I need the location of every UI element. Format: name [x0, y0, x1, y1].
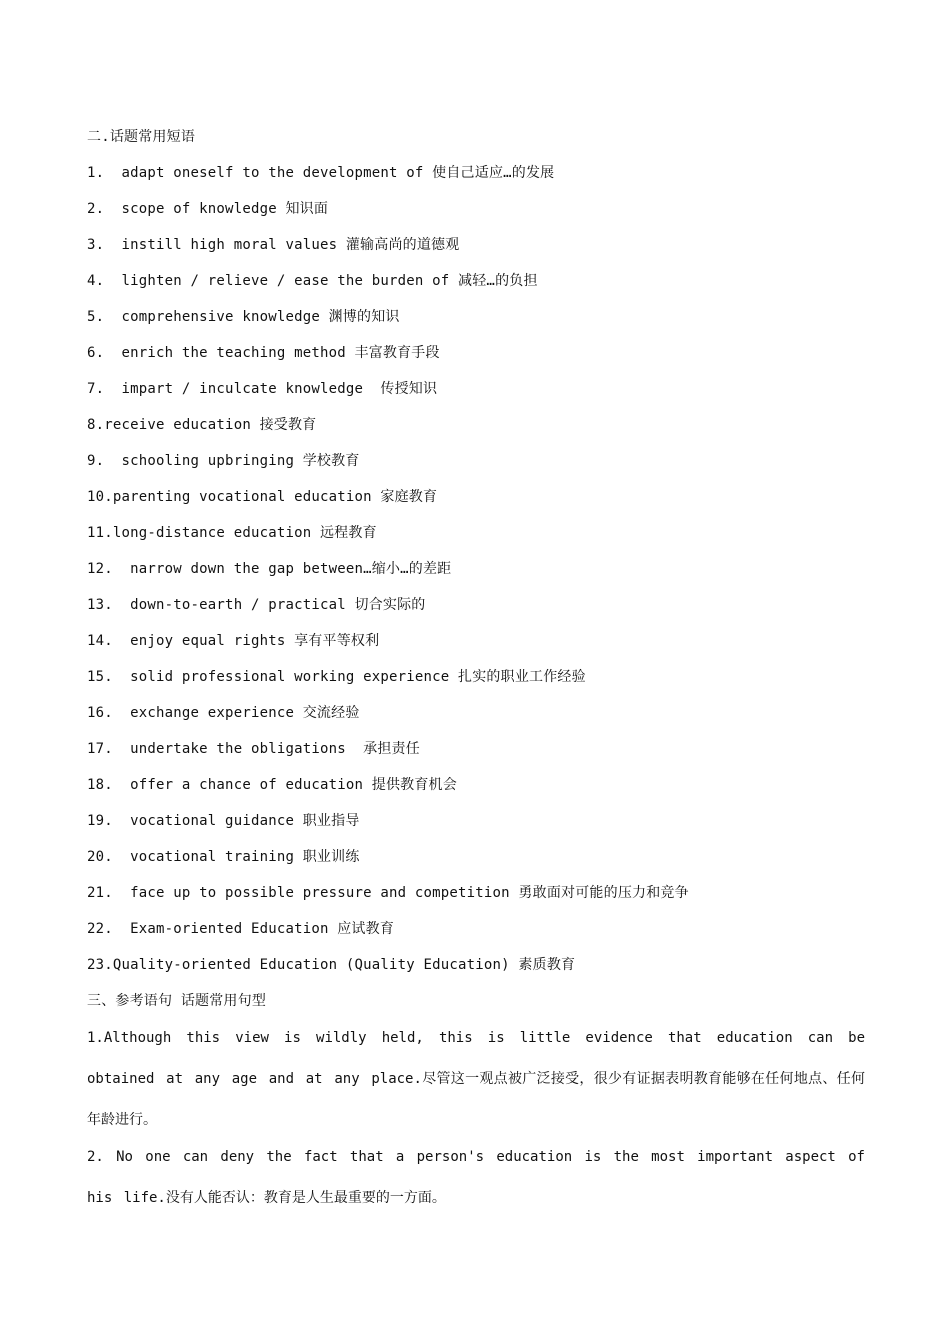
- phrase-item: 20. vocational training 职业训练: [87, 849, 360, 865]
- document-content: [87, 124, 865, 1219]
- phrase-item: 7. impart / inculcate knowledge 传授知识: [87, 381, 438, 397]
- phrase-item: 10.parenting vocational education 家庭教育: [87, 489, 438, 505]
- phrase-list: [87, 160, 865, 988]
- section-two-heading: 二.话题常用短语: [87, 129, 196, 145]
- sentence-item: 2. No one can deny the fact that a person's education is the most important aspect of his life.没有人能否认：教育是人生最重要的一方面。: [87, 1149, 865, 1206]
- phrase-item: 23.Quality-oriented Education (Quality Education) 素质教育: [87, 957, 576, 973]
- sentence-list: [87, 1018, 865, 1219]
- phrase-item: 16. exchange experience 交流经验: [87, 705, 360, 721]
- phrase-item: 3. instill high moral values 灌输高尚的道德观: [87, 237, 460, 253]
- phrase-item: 5. comprehensive knowledge 渊博的知识: [87, 309, 400, 325]
- phrase-item: 12. narrow down the gap between…缩小…的差距: [87, 561, 452, 577]
- phrase-item: 6. enrich the teaching method 丰富教育手段: [87, 345, 440, 361]
- sentence-item: 1.Although this view is wildly held, this is little evidence that education can be obtained at any age and at any place.尽管这一观点被广泛接受，很少有证据表明教育能够在任何地点、任何年龄进行。: [87, 1030, 865, 1128]
- phrase-item: 9. schooling upbringing 学校教育: [87, 453, 360, 469]
- phrase-item: 19. vocational guidance 职业指导: [87, 813, 360, 829]
- phrase-item: 18. offer a chance of education 提供教育机会: [87, 777, 457, 793]
- phrase-item: 15. solid professional working experience 扎实的职业工作经验: [87, 669, 586, 685]
- section-three-heading: 三、参考语句 话题常用句型: [87, 993, 267, 1009]
- phrase-item: 17. undertake the obligations 承担责任: [87, 741, 420, 757]
- phrase-item: 8.receive education 接受教育: [87, 417, 317, 433]
- phrase-item: 11.long-distance education 远程教育: [87, 525, 377, 541]
- phrase-item: 22. Exam-oriented Education 应试教育: [87, 921, 395, 937]
- phrase-item: 14. enjoy equal rights 享有平等权利: [87, 633, 380, 649]
- phrase-item: 2. scope of knowledge 知识面: [87, 201, 329, 217]
- phrase-item: 1. adapt oneself to the development of 使自己适应…的发展: [87, 165, 555, 181]
- phrase-item: 4. lighten / relieve / ease the burden of 减轻…的负担: [87, 273, 538, 289]
- phrase-item: 21. face up to possible pressure and competition 勇敢面对可能的压力和竞争: [87, 885, 689, 901]
- phrase-item: 13. down-to-earth / practical 切合实际的: [87, 597, 426, 613]
